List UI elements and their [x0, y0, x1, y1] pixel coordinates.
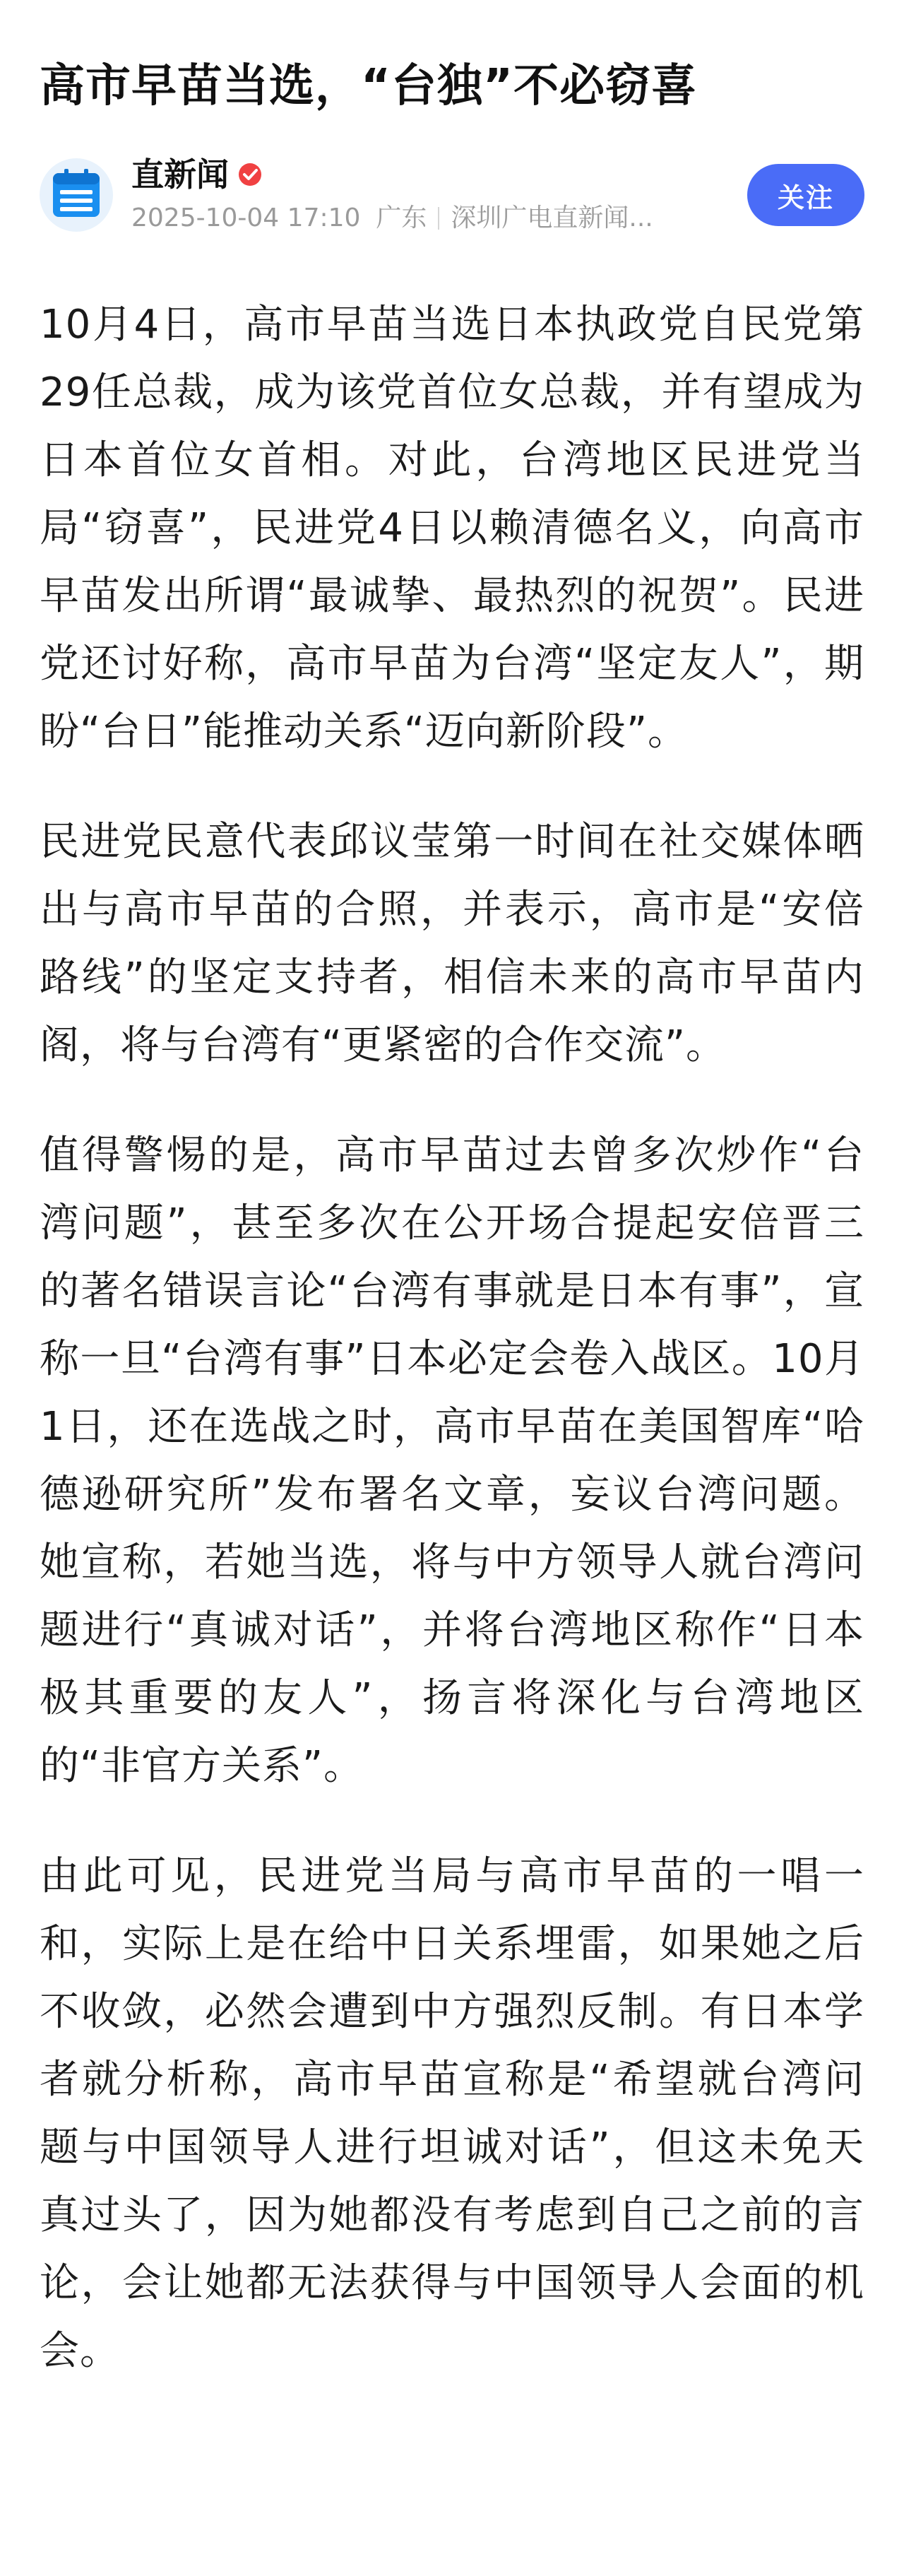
meta-divider: [438, 207, 439, 230]
follow-button[interactable]: 关注: [747, 164, 864, 226]
article-paragraph: 10月4日，高市早苗当选日本执政党自民党第29任总裁，成为该党首位女总裁，并有望成为日本首位女首相。对此，台湾地区民进党当局“窃喜”，民进党4日以赖清德名义，向高市早苗发出所谓“最诚挚、最热烈的祝贺”。民进党还讨好称，高市早苗为台湾“坚定友人”，期盼“台日”能推动关系“迈向新阶段”。: [40, 302, 864, 755]
article-paragraph: 民进党民意代表邱议莹第一时间在社交媒体晒出与高市早苗的合照，并表示，高市是“安倍路线”的坚定支持者，相信未来的高市早苗内阁，将与台湾有“更紧密的合作交流”。: [40, 819, 864, 1068]
publish-location: 广东: [376, 203, 427, 232]
verified-icon: [237, 162, 263, 187]
news-app-icon: [49, 167, 104, 223]
article-title: 高市早苗当选，“台独”不必窃喜: [40, 60, 698, 112]
article-paragraph: 值得警惕的是，高市早苗过去曾多次炒作“台湾问题”，甚至多次在公开场合提起安倍晋三的著名错误言论“台湾有事就是日本有事”，宣称一旦“台湾有事”日本必定会卷入战区。10月1日，还在选战之时，高市早苗在美国智库“哈德逊研究所”发布署名文章，妄议台湾问题。她宣称，若她当选，将与中方领导人就台湾问题进行“真诚对话”，并将台湾地区称作“日本极其重要的友人”，扬言将深化与台湾地区的“非官方关系”。: [40, 1133, 865, 1789]
source-name[interactable]: 深圳广电直新闻...: [451, 203, 653, 232]
publish-date: 2025-10-04 17:10: [131, 203, 361, 232]
author-name-row: [131, 155, 747, 194]
article-paragraph: 由此可见，民进党当局与高市早苗的一唱一和，实际上是在给中日关系埋雷，如果她之后不收敛，必然会遭到中方强烈反制。有日本学者就分析称，高市早苗宣称是“希望就台湾问题与中国领导人进行坦诚对话”，但这未免天真过头了，因为她都没有考虑到自己之前的言论，会让她都无法获得与中国领导人会面的机会。: [40, 1853, 864, 2374]
author-name[interactable]: 直新闻: [131, 155, 229, 194]
author-avatar[interactable]: [40, 158, 113, 232]
article-body: [40, 291, 864, 2385]
author-bar: [40, 153, 864, 237]
author-info: [131, 155, 747, 235]
article-meta: [131, 201, 747, 235]
